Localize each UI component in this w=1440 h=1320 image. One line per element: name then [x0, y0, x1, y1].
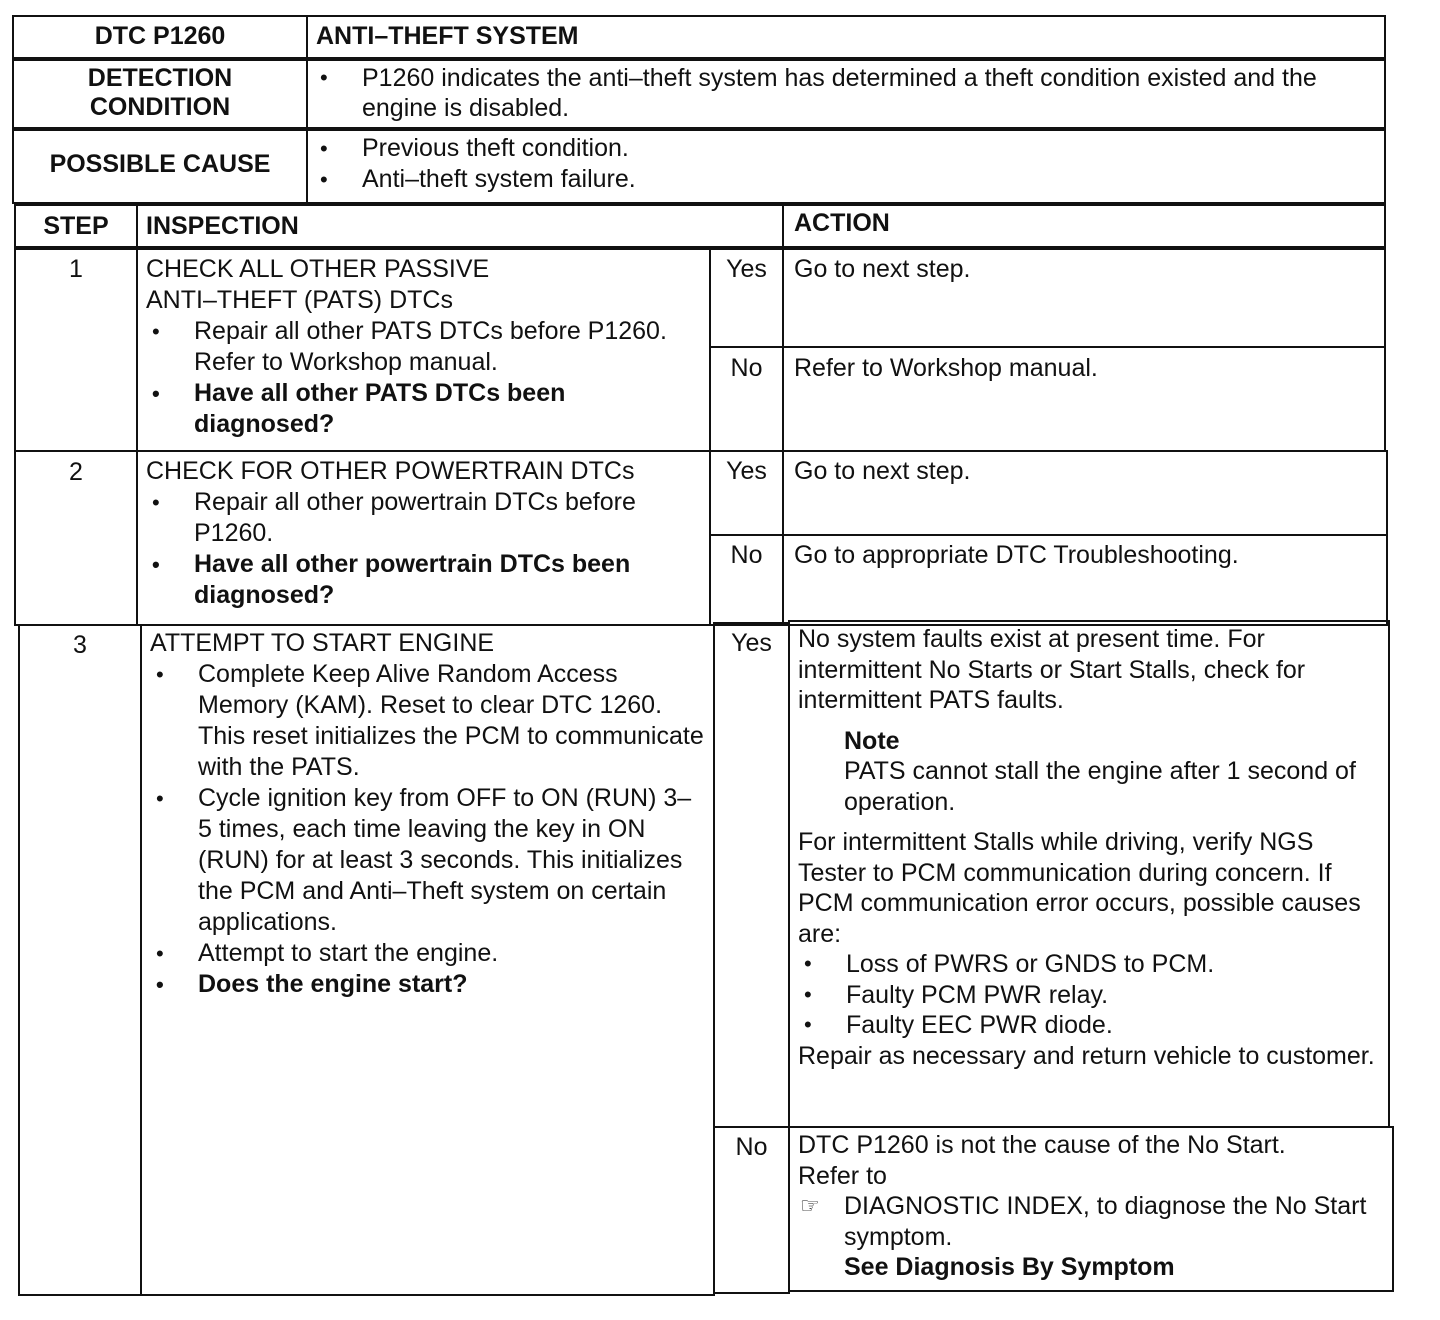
step-2-yes-label — [709, 450, 784, 536]
step-1-yes-label — [709, 248, 784, 348]
inspection-question: • Does the engine start? — [150, 969, 705, 1000]
step-3-number-cell — [18, 624, 142, 1296]
step-title: ATTEMPT TO START ENGINE — [150, 629, 495, 657]
note-block — [798, 726, 1382, 818]
column-header-inspection-label: INSPECTION — [146, 212, 299, 240]
yes-label: Yes — [726, 255, 767, 283]
inspection-question: • Have all other PATS DTCs been diagnosed? — [146, 378, 701, 440]
note-title: Note — [844, 726, 900, 755]
step-2-no-action — [782, 534, 1388, 626]
column-header-inspection — [136, 204, 784, 248]
step-1-yes-action — [782, 248, 1386, 348]
inspection-bullet: • Complete Keep Alive Random Access Memory (KAM). Reset to clear DTC 1260. This reset initializes the PCM to communicate with the PATS. — [150, 659, 705, 783]
closing-text: Repair as necessary and return vehicle to customer. — [798, 1041, 1375, 1070]
no-label: No — [730, 354, 763, 382]
no-action-line1: DTC P1260 is not the cause of the No Start. — [798, 1131, 1286, 1159]
inspection-bullet: • Attempt to start the engine. — [150, 938, 705, 969]
column-header-action — [782, 204, 1386, 248]
yes-action-intro: No system faults exist at present time. For intermittent No Starts or Start Stalls, check for intermittent PATS faults. — [798, 625, 1306, 714]
step-3-no-label — [713, 1126, 790, 1294]
yes-action-text: Go to next step. — [794, 457, 971, 485]
step-title: CHECK ALL OTHER PASSIVE — [146, 255, 490, 283]
step-1-number-cell — [14, 248, 138, 452]
no-action-text: Go to appropriate DTC Troubleshooting. — [794, 541, 1239, 569]
possible-cause-label-cell — [12, 129, 308, 204]
yes-action-text: Go to next step. — [794, 255, 971, 283]
no-action-text: Refer to Workshop manual. — [794, 354, 1098, 382]
inspection-bullet: • Repair all other powertrain DTCs before P1260. — [146, 487, 701, 549]
detection-label-cell — [12, 59, 308, 129]
step-title: CHECK FOR OTHER POWERTRAIN DTCs — [146, 457, 635, 485]
detection-label-line1: DETECTION — [87, 64, 233, 92]
step-title: ANTI–THEFT (PATS) DTCs — [146, 286, 453, 314]
step-2-number-cell — [14, 450, 138, 626]
dtc-code: DTC P1260 — [94, 22, 226, 50]
inspection-question: • Have all other powertrain DTCs been diagnosed? — [146, 549, 701, 611]
detection-label-line2: CONDITION — [89, 93, 231, 121]
note-text: PATS cannot stall the engine after 1 second of operation. — [844, 757, 1356, 816]
possible-cause-label: POSSIBLE CAUSE — [49, 150, 271, 178]
step-1-no-action — [782, 346, 1386, 452]
step-2-no-label — [709, 534, 784, 626]
detection-text-cell — [306, 59, 1386, 129]
pointing-hand-icon: ☞ — [800, 1193, 820, 1218]
step-number: 3 — [73, 631, 87, 659]
step-number: 2 — [69, 458, 83, 486]
fault-cause-item: • Loss of PWRS or GNDS to PCM. — [798, 949, 1382, 980]
column-header-step — [14, 204, 138, 248]
diagnostic-index-text: DIAGNOSTIC INDEX, to diagnose the No Start symptom. — [844, 1192, 1367, 1251]
possible-cause-list-cell — [306, 129, 1386, 204]
inspection-bullet: • Cycle ignition key from OFF to ON (RUN) 3–5 times, each time leaving the key in ON (RUN) for at least 3 seconds. This initializes the PCM and Anti–Theft system on certain applications. — [150, 783, 705, 938]
yes-label: Yes — [731, 629, 772, 657]
dtc-code-cell — [12, 15, 308, 59]
step-2-inspection-cell — [136, 450, 711, 626]
column-header-step-label: STEP — [43, 212, 109, 240]
detection-text: • P1260 indicates the anti–theft system has determined a theft condition existed and the engine is disabled. — [314, 63, 1364, 123]
yes-label: Yes — [726, 457, 767, 485]
stalls-text: For intermittent Stalls while driving, verify NGS Tester to PCM communication during concern. If PCM communication error occurs, possible causes are: — [798, 828, 1361, 948]
diagnostic-index-reference[interactable] — [798, 1191, 1384, 1252]
no-label: No — [730, 541, 763, 569]
column-header-action-label: ACTION — [794, 209, 890, 237]
fault-cause-item: • Faulty EEC PWR diode. — [798, 1010, 1382, 1041]
inspection-bullet: • Repair all other PATS DTCs before P1260. Refer to Workshop manual. — [146, 316, 701, 378]
possible-cause-item: • Previous theft condition. — [314, 133, 1378, 164]
step-number: 1 — [69, 255, 83, 283]
step-1-no-label — [709, 346, 784, 452]
no-label: No — [735, 1133, 768, 1161]
step-3-yes-action — [788, 620, 1390, 1128]
system-title-cell — [306, 15, 1386, 59]
no-action-line2: Refer to — [798, 1161, 887, 1190]
see-diagnosis-link[interactable]: See Diagnosis By Symptom — [844, 1253, 1175, 1281]
step-1-inspection-cell — [136, 248, 711, 452]
system-title: ANTI–THEFT SYSTEM — [316, 22, 579, 50]
step-3-inspection-cell — [140, 624, 715, 1296]
step-3-no-action — [788, 1126, 1394, 1292]
step-2-yes-action — [782, 450, 1388, 536]
fault-cause-item: • Faulty PCM PWR relay. — [798, 980, 1382, 1011]
step-3-yes-label — [713, 622, 790, 1128]
possible-cause-item: • Anti–theft system failure. — [314, 164, 1378, 195]
